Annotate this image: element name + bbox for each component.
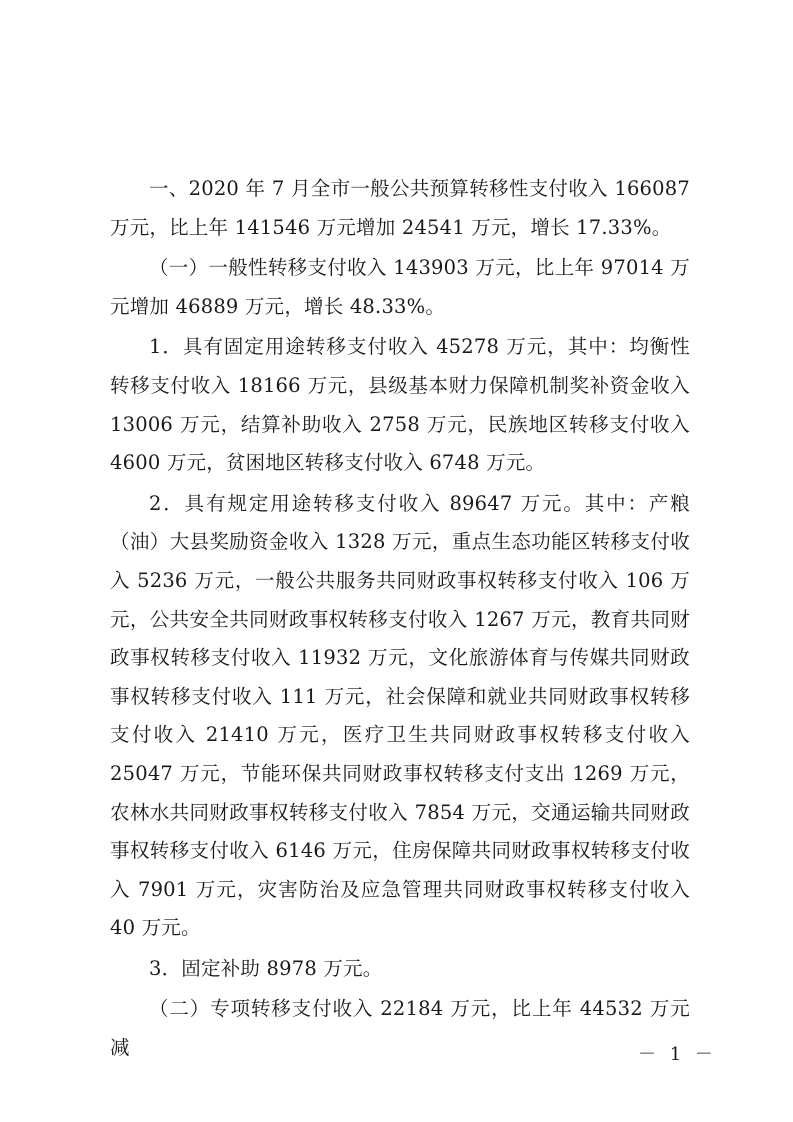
paragraph-fixed-subsidy: 3．固定补助 8978 万元。 <box>149 956 383 980</box>
paragraph-special-transfer-income: （二）专项转移支付收入 22184 万元，比上年 44532 万元减 <box>110 997 690 1060</box>
paragraph-specified-purpose-transfer: 2．具有规定用途转移支付收入 89647 万元。其中：产粮（油）大县奖励资金收入 1328 万元，重点生态功能区转移支付收入 5236 万元，一般公共服务共同财政事权转移支付收入 106 万元，公共安全共同财政事权转移支付收入 1267 万元，教育共同财政事权转移支付收入 11932 万元，文化旅游体育与传媒共同财政事权转移支付收入 111 万元，社会保障和就业共同财政事权转移支付收入 21410 万元，医疗卫生共同财政事权转移支付收入 25047 万元，节能环保共同财政事权转移支付支出 1269 万元，农林水共同财政事权转移支付收入 7854 万元，交通运输共同财政事权转移支付收入 6146 万元，住房保障共同财政事权转移支付收入 7901 万元，灾害防治及应急管理共同财政事权转移支付收入 40 万元。 <box>110 491 690 940</box>
paragraph-total-transfer-income: 一、2020 年 7 月全市一般公共预算转移性支付收入 166087 万元，比上年 141546 万元增加 24541 万元，增长 17.33%。 <box>110 177 690 239</box>
page-number: － 1 － <box>638 1044 717 1065</box>
paragraph-fixed-purpose-transfer: 1．具有固定用途转移支付收入 45278 万元，其中：均衡性转移支付收入 18166 万元，县级基本财力保障机制奖补资金收入 13006 万元，结算补助收入 2758 万元，民族地区转移支付收入 4600 万元，贫困地区转移支付收入 6748 万元。 <box>110 335 690 475</box>
paragraph-general-transfer-income: （一）一般性转移支付收入 143903 万元，比上年 97014 万元增加 46889 万元，增长 48.33%。 <box>110 256 690 318</box>
document-body <box>110 170 690 1070</box>
